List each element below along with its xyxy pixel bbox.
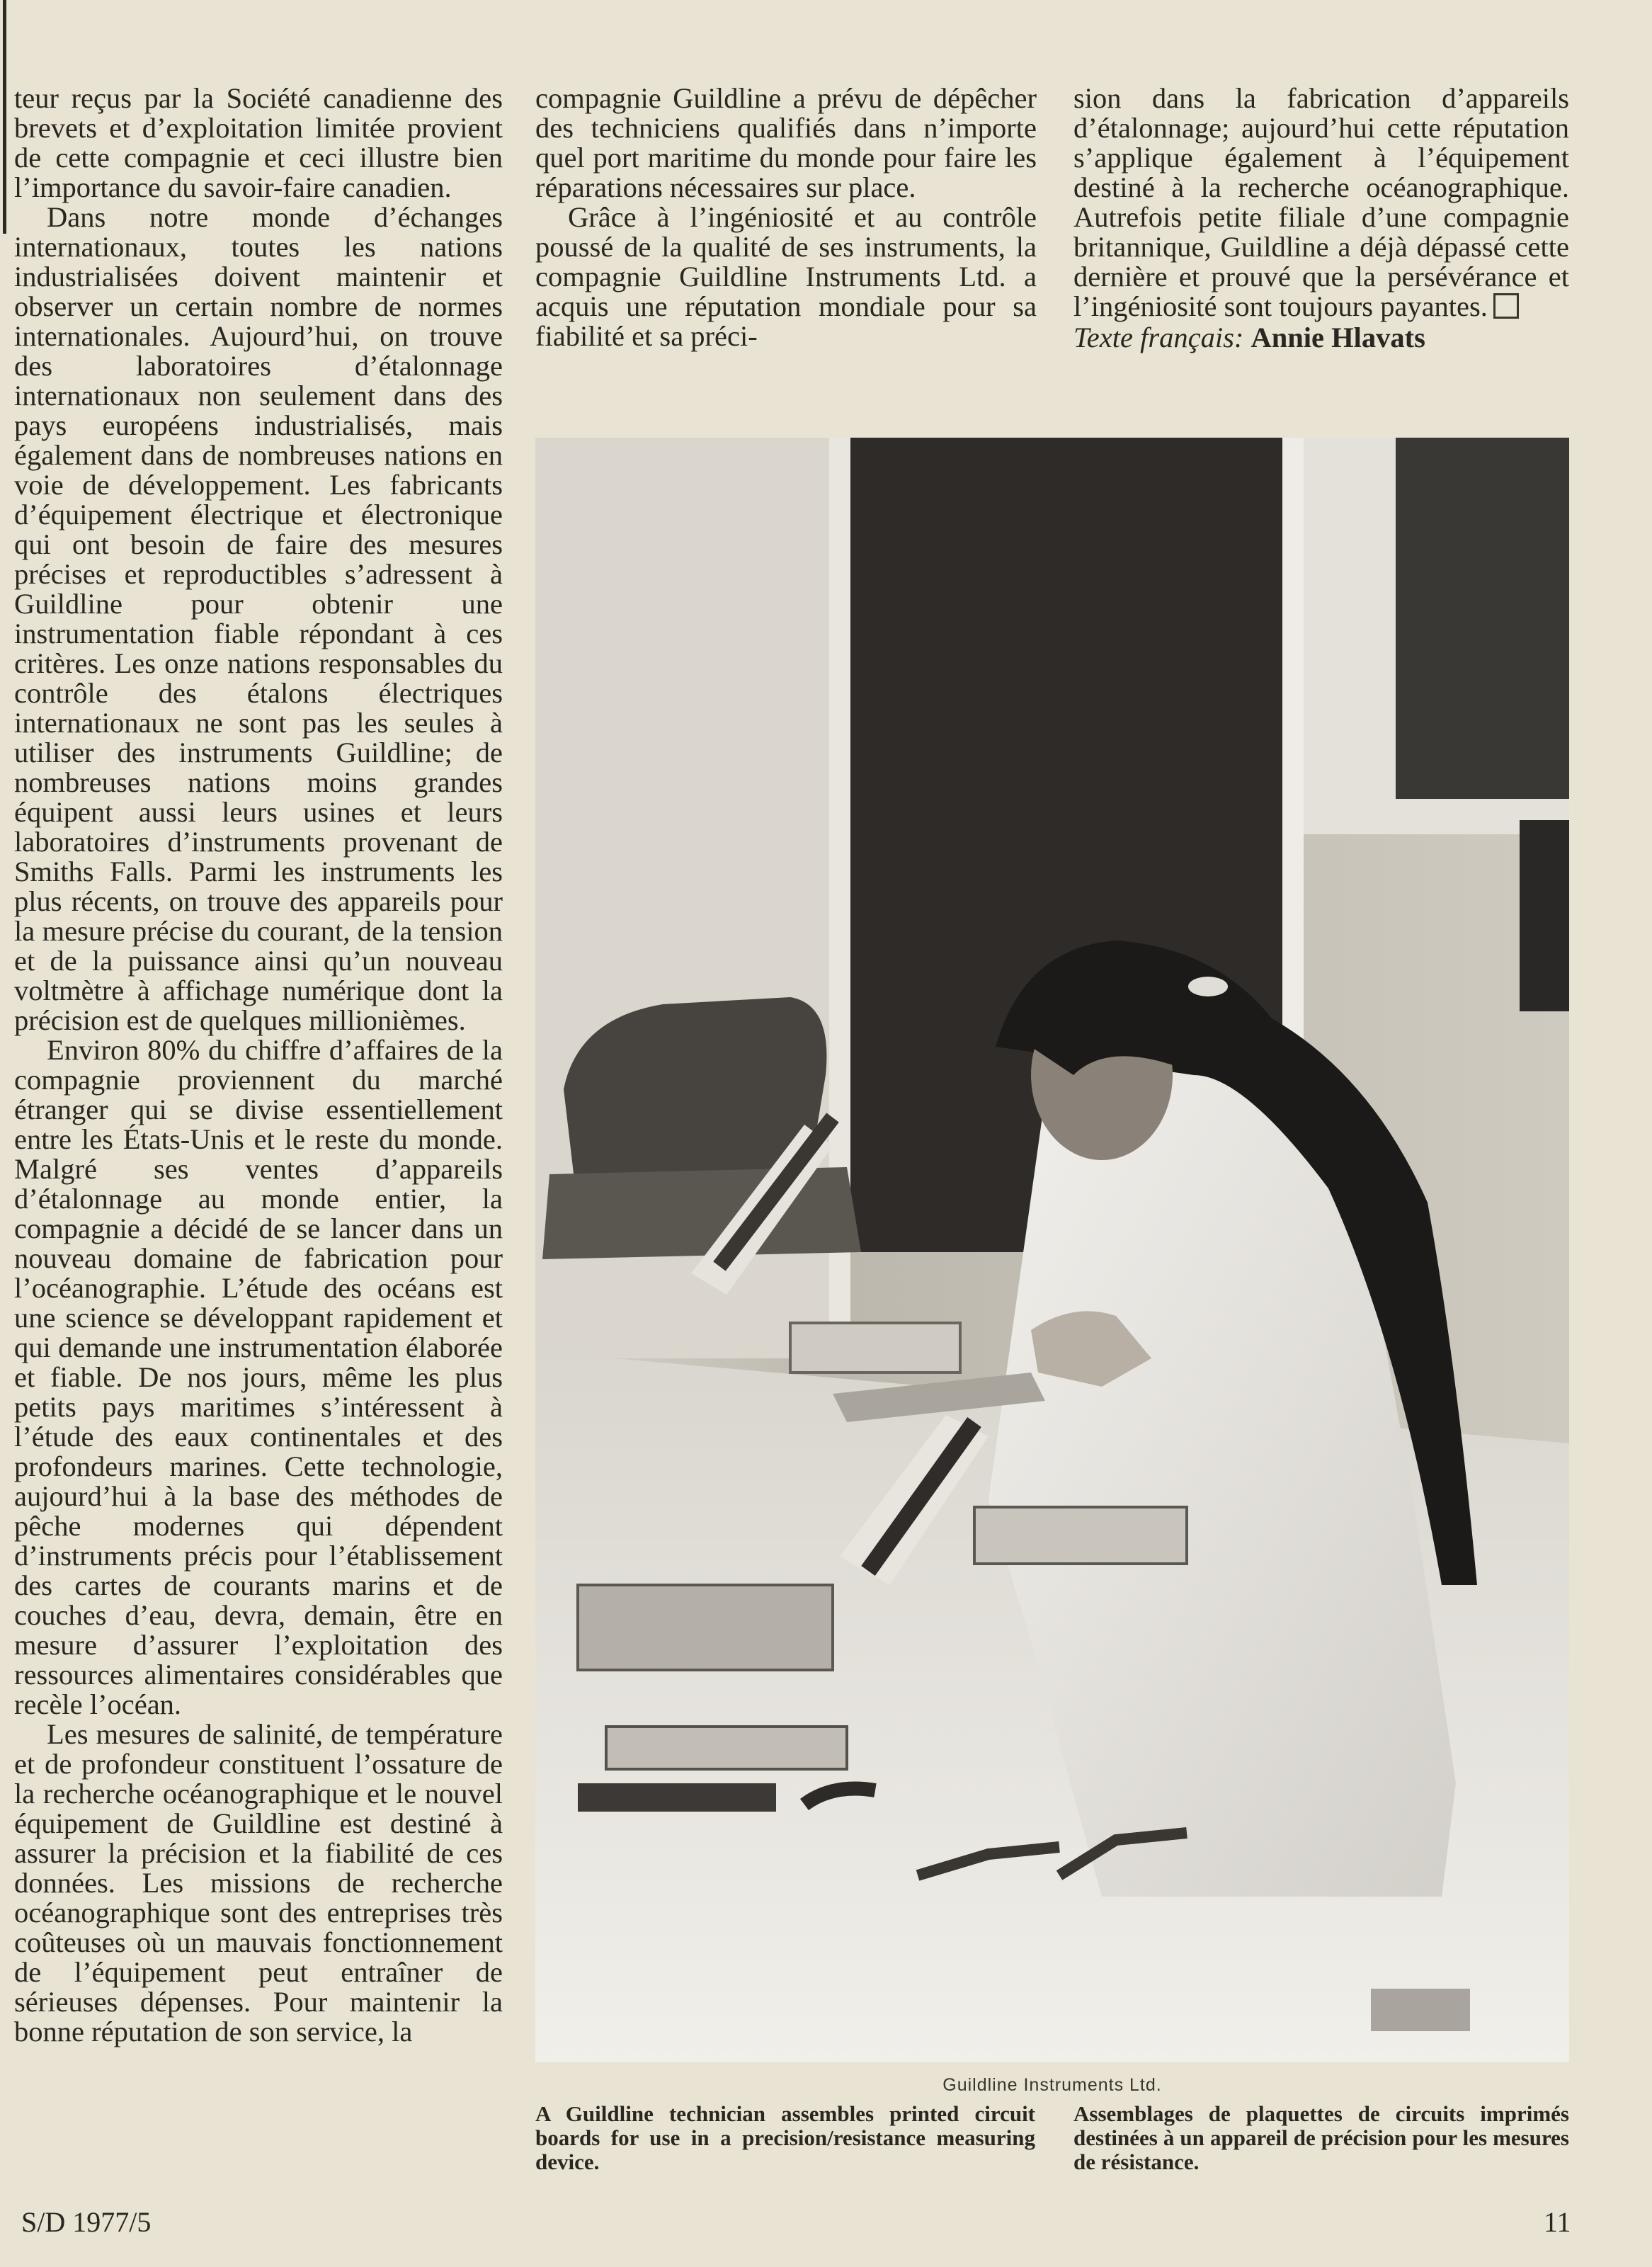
technician-photo: [535, 438, 1569, 2062]
article-column-3: [1073, 84, 1569, 353]
translator-name: Annie Hlavats: [1251, 322, 1425, 353]
issue-label: S/D 1977/5: [21, 2206, 152, 2238]
article-column-2: [535, 84, 1037, 351]
translation-credit: [1073, 323, 1569, 353]
photo-caption-english: A Guildline technician assembles printed circuit boards for use in a precision/resistance measuring device.: [535, 2101, 1035, 2174]
paragraph: Environ 80% du chiffre d’affaires de la compagnie proviennent du marché étranger qui se divise essentiellement entre les États-Unis et le reste du monde. Malgré ses ventes d’appareils d’étalonnage au monde entier, la compagnie a décidé de se lancer dans un nouveau domaine de fabrication pour l’océanographie. L’étude des océans est une science se développant rapidement et qui demande une instrumentation élaborée et fiable. De nos jours, même les plus petits pays maritimes s’intéressent à l’étude des eaux continentales et des profondeurs marines. Cette technologie, aujourd’hui à la base des méthodes de pêche modernes qui dépendent d’instruments précis pour l’établissement des cartes de courants marins et de couches d’eau, devra, demain, être en mesure d’assurer l’exploitation des ressources alimentaires considérables que recèle l’océan.: [14, 1034, 503, 1720]
photo-caption-french: Assemblages de plaquettes de circuits imprimés destinées à un appareil de précision pour les mesures de résistance.: [1073, 2101, 1569, 2174]
paragraph: Dans notre monde d’échanges internationaux, toutes les nations industrialisées doivent maintenir et observer un certain nombre de normes internationales. Aujourd’hui, on trouve des laboratoires d’étalonnage internationaux non seulement dans des pays européens industrialisés, mais également dans de nombreuses nations en voie de développement. Les fabricants d’équipement électrique et électronique qui ont besoin de faire des mesures précises et reproductibles s’adressent à Guildline pour obtenir une instrumentation fiable répondant à ces critères. Les onze nations responsables du contrôle des étalons électriques internationaux ne sont pas les seules à utiliser des instruments Guildline; de nombreuses nations moins grandes équipent aussi leurs usines et leurs laboratoires d’instruments provenant de Smiths Falls. Parmi les instruments les plus récents, on trouve des appareils pour la mesure précise du courant, de la tension et de la puissance ainsi qu’un nouveau voltmètre à affichage numérique dont la précision est de quelques millionièmes.: [14, 201, 503, 1036]
article-column-1: [14, 84, 503, 2047]
closing-paragraph: [1073, 84, 1569, 322]
translation-credit-label: Texte français:: [1073, 322, 1244, 353]
paragraph: compagnie Guildline a prévu de dépêcher des techniciens qualifiés dans n’importe quel port maritime du monde pour faire les réparations nécessaires sur place.: [535, 82, 1037, 203]
margin-rule: [3, 0, 6, 234]
photo-credit: Guildline Instruments Ltd.: [942, 2075, 1162, 2095]
page-number: 11: [1544, 2206, 1571, 2238]
paragraph: teur reçus par la Société canadienne des brevets et d’exploitation limitée provient de cette compagnie et ceci illustre bien l’importance du savoir-faire canadien.: [14, 82, 503, 203]
paragraph-text: sion dans la fabrication d’appareils d’étalonnage; aujourd’hui cette réputation s’applique également à l’équipement destiné à la recherche océanographique. Autrefois petite filiale d’une compagnie britannique, Guildline a déjà dépassé cette dernière et prouvé que la persévérance et l’ingéniosité sont toujours payantes.: [1073, 82, 1569, 322]
end-of-article-box-icon: [1493, 293, 1519, 319]
paragraph: Grâce à l’ingéniosité et au contrôle poussé de la qualité de ses instruments, la compagnie Guildline Instruments Ltd. a acquis une réputation mondiale pour sa fiabilité et sa préci-: [535, 201, 1037, 352]
paragraph: Les mesures de salinité, de température et de profondeur constituent l’ossature de la recherche océanographique et le nouvel équipement de Guildline est destiné à assurer la précision et la fiabilité de ces données. Les missions de recherche océanographique sont des entreprises très coûteuses où un mauvais fonctionnement de l’équipement peut entraîner de sérieuses dépenses. Pour maintenir la bonne réputation de son service, la: [14, 1718, 503, 2047]
